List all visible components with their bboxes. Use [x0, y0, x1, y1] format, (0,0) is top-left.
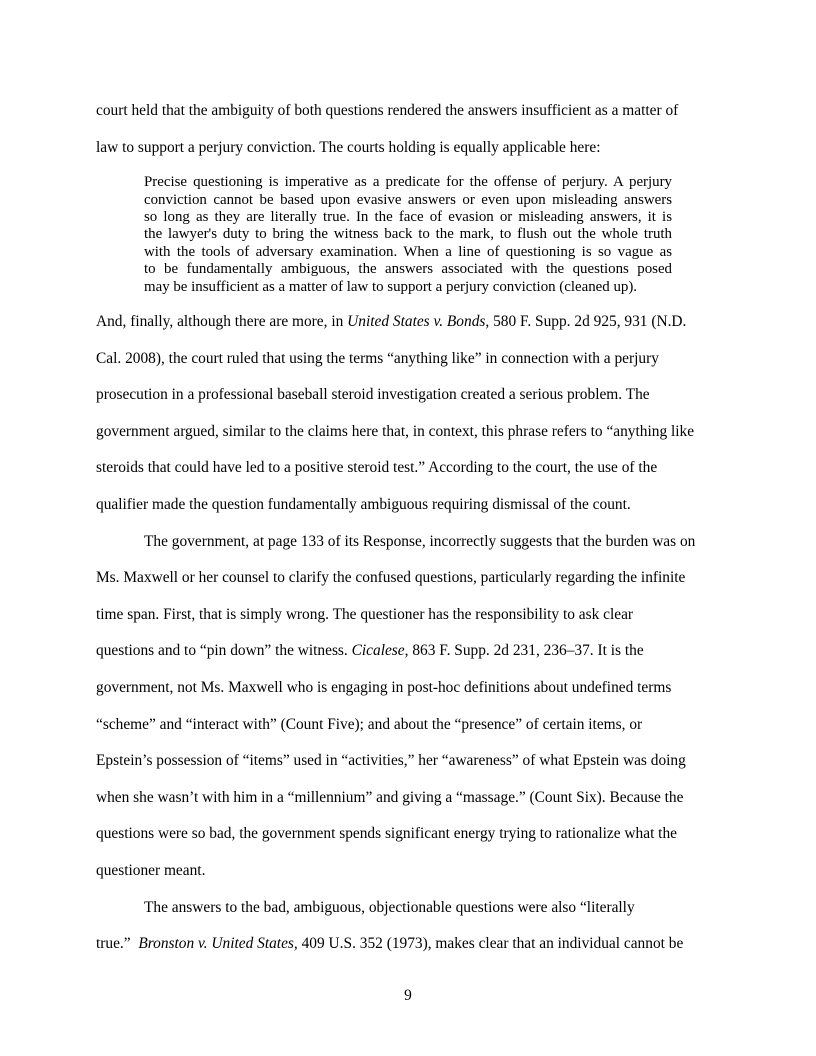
text-line: Epstein’s possession of “items” used in “activities,” her “awareness” of what Epstein was doing [96, 752, 686, 770]
text-line: qualifier made the question fundamentally ambiguous requiring dismissal of the count. [96, 496, 631, 513]
page-number: 9 [404, 987, 412, 1004]
text-line: questions were so bad, the government spends significant energy trying to rationalize what the [96, 825, 677, 843]
quote-line: the lawyer's duty to bring the witness back to the mark, to flush out the whole truth [144, 226, 672, 243]
text-run: , 863 F. Supp. 2d 231, 236–37. It is the [404, 642, 644, 660]
text-line: The answers to the bad, ambiguous, objectionable questions were also “literally [144, 898, 635, 916]
paragraph-continuation [96, 93, 720, 166]
paragraph-literally-true [96, 890, 720, 963]
case-citation: Cicalese [351, 642, 405, 660]
text-line: court held that the ambiguity of both questions rendered the answers insufficient as a matter of [96, 102, 679, 119]
block-quote [144, 174, 672, 296]
quote-line: Precise questioning is imperative as a predicate for the offense of perjury. A perjury [144, 174, 672, 191]
quote-line: may be insufficient as a matter of law to support a perjury conviction (cleaned up). [144, 278, 638, 295]
quote-line: to be fundamentally ambiguous, the answers associated with the questions posed [144, 261, 672, 278]
text-line: “scheme” and “interact with” (Count Five); and about the “presence” of certain items, or [96, 715, 643, 733]
quote-line: with the tools of adversary examination. When a line of questioning is so vague as [144, 243, 672, 260]
text-line [96, 304, 720, 341]
text-line: Cal. 2008), the court ruled that using the terms “anything like” in connection with a perjury [96, 349, 659, 367]
text-line: Ms. Maxwell or her counsel to clarify the confused questions, particularly regarding the infinite [96, 569, 686, 587]
document-page [96, 93, 720, 963]
text-line: time span. First, that is simply wrong. The questioner has the responsibility to ask clear [96, 605, 634, 623]
text-line [96, 926, 720, 963]
text-line: government argued, similar to the claims here that, in context, this phrase refers to “anything like [96, 422, 695, 440]
paragraph-bonds [96, 304, 720, 524]
text-line: law to support a perjury conviction. The courts holding is equally applicable here: [96, 138, 601, 156]
text-line: government, not Ms. Maxwell who is engaging in post-hoc definitions about undefined terms [96, 678, 672, 696]
text-line [96, 633, 720, 670]
text-line: steroids that could have led to a positive steroid test.” According to the court, the use of the [96, 459, 658, 477]
text-line: when she wasn’t with him in a “millennium” and giving a “massage.” (Count Six). Because the [96, 788, 684, 806]
text-run: questions and to “pin down” the witness. [96, 642, 352, 660]
text-run: true.” [96, 935, 139, 953]
quote-line: so long as they are literally true. In the face of evasion or misleading answers, it is [144, 209, 672, 225]
text-line: questioner meant. [96, 861, 206, 879]
case-citation: United States v. Bonds [347, 313, 486, 331]
text-run: , 580 F. Supp. 2d 925, 931 (N.D. [485, 313, 687, 331]
text-line: prosecution in a professional baseball steroid investigation created a serious problem. The [96, 386, 650, 404]
text-run: And, finally, although there are more, in [96, 313, 348, 331]
case-citation: Bronston v. United States, [138, 935, 298, 953]
paragraph-burden [96, 524, 720, 890]
text-line: The government, at page 133 of its Response, incorrectly suggests that the burden was on [144, 532, 696, 550]
text-run: 409 U.S. 352 (1973), makes clear that an individual cannot be [297, 935, 684, 953]
quote-line: conviction cannot be based upon evasive answers or even upon misleading answers [144, 191, 672, 208]
